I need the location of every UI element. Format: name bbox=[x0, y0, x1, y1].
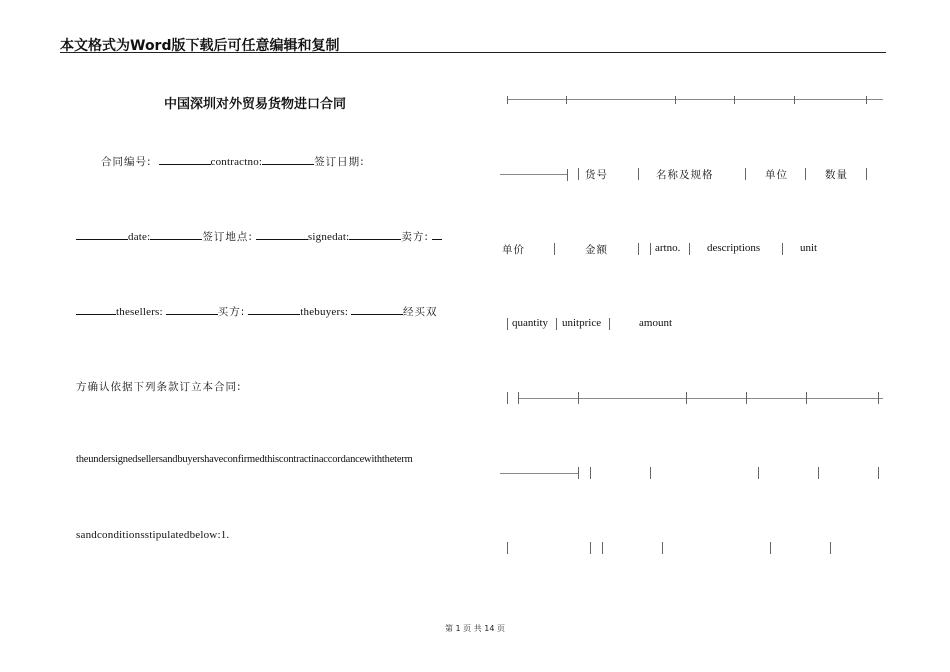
body-line-2 bbox=[76, 229, 442, 244]
table-tick bbox=[650, 243, 651, 255]
table-tick bbox=[638, 168, 639, 180]
col-artno: artno. bbox=[655, 242, 681, 254]
blank bbox=[351, 304, 403, 315]
blank bbox=[159, 154, 211, 165]
body-line-6: sandconditionsstipulatedbelow:1. bbox=[76, 529, 230, 541]
table-tick bbox=[556, 318, 557, 330]
table-tick bbox=[662, 542, 663, 554]
header-rule bbox=[60, 52, 886, 53]
table-top-rule bbox=[507, 99, 883, 100]
page-number: 第 1 页 共 14 页 bbox=[445, 624, 505, 633]
table-tick bbox=[602, 542, 603, 554]
signing-date-label: 签订日期: bbox=[314, 156, 365, 168]
table-tick bbox=[686, 392, 687, 404]
table-tick bbox=[782, 243, 783, 255]
col-unitprice-en: unitprice bbox=[562, 317, 602, 329]
body-line-3 bbox=[76, 304, 438, 319]
blank bbox=[150, 229, 202, 240]
blank bbox=[256, 229, 308, 240]
table-tick bbox=[566, 96, 567, 104]
body-line-5: theundersignedsellersandbuyershaveconfirmedthiscontractinaccordancewiththeterm bbox=[76, 454, 413, 465]
table-tick bbox=[507, 542, 508, 554]
table-tick bbox=[675, 96, 676, 104]
table-tick bbox=[518, 392, 519, 404]
col-unit-price: 单价 bbox=[502, 244, 525, 256]
seller-label: 卖方: bbox=[401, 231, 429, 243]
table-rule bbox=[500, 174, 567, 175]
col-amount: 金额 bbox=[585, 244, 608, 256]
col-quantity-en: quantity bbox=[512, 317, 549, 329]
table-tick bbox=[507, 318, 508, 330]
buyer-label: 买方: bbox=[217, 306, 246, 318]
table-tick bbox=[878, 392, 879, 404]
signedat-label: signedat: bbox=[307, 231, 350, 243]
table-rule bbox=[500, 473, 578, 474]
col-amount-en: amount bbox=[639, 317, 672, 329]
header-banner: 本文格式为Word版下载后可任意编辑和复制 bbox=[60, 38, 340, 54]
table-tick bbox=[507, 392, 508, 404]
table-tick bbox=[878, 467, 879, 479]
table-tick bbox=[590, 542, 591, 554]
blank bbox=[432, 229, 442, 240]
signing-place-label: 签订地点: bbox=[202, 231, 253, 243]
table-tick bbox=[770, 542, 771, 554]
date-label: date: bbox=[128, 231, 151, 243]
table-tick bbox=[794, 96, 795, 104]
table-tick bbox=[866, 96, 867, 104]
table-tick bbox=[745, 168, 746, 180]
contract-no-label: 合同编号: bbox=[101, 156, 152, 168]
blank bbox=[166, 304, 218, 315]
table-tick bbox=[830, 542, 831, 554]
table-tick bbox=[806, 392, 807, 404]
table-tick bbox=[818, 467, 819, 479]
table-tick bbox=[650, 467, 651, 479]
table-tick bbox=[758, 467, 759, 479]
col-item-no: 货号 bbox=[585, 169, 608, 181]
contractno-label: contractno: bbox=[210, 156, 263, 168]
agreement-fragment: 经买双 bbox=[403, 306, 438, 318]
thesellers-label: thesellers: bbox=[116, 306, 163, 318]
table-tick bbox=[734, 96, 735, 104]
col-unit-en: unit bbox=[800, 242, 818, 254]
col-unit: 单位 bbox=[765, 169, 788, 181]
table-tick bbox=[507, 96, 508, 104]
table-tick bbox=[805, 168, 806, 180]
body-line-4: 方确认依据下列条款订立本合同: bbox=[76, 381, 242, 393]
table-tick bbox=[578, 168, 579, 180]
blank bbox=[262, 154, 314, 165]
table-tick bbox=[554, 243, 555, 255]
table-tick bbox=[689, 243, 690, 255]
body-line-1 bbox=[101, 154, 365, 169]
blank bbox=[76, 304, 116, 315]
table-rule bbox=[518, 398, 883, 399]
blank bbox=[76, 229, 128, 240]
thebuyers-label: thebuyers: bbox=[300, 306, 349, 318]
document-title: 中国深圳对外贸易货物进口合同 bbox=[164, 97, 347, 112]
col-quantity: 数量 bbox=[825, 169, 848, 181]
col-name-spec: 名称及规格 bbox=[656, 169, 714, 181]
table-tick bbox=[746, 392, 747, 404]
table-tick bbox=[578, 392, 579, 404]
table-tick bbox=[609, 318, 610, 330]
table-tick bbox=[578, 467, 579, 479]
table-tick bbox=[590, 467, 591, 479]
table-tick bbox=[567, 169, 568, 181]
table-tick bbox=[638, 243, 639, 255]
blank bbox=[349, 229, 401, 240]
col-descriptions: descriptions bbox=[707, 242, 761, 254]
table-tick bbox=[866, 168, 867, 180]
blank bbox=[248, 304, 300, 315]
